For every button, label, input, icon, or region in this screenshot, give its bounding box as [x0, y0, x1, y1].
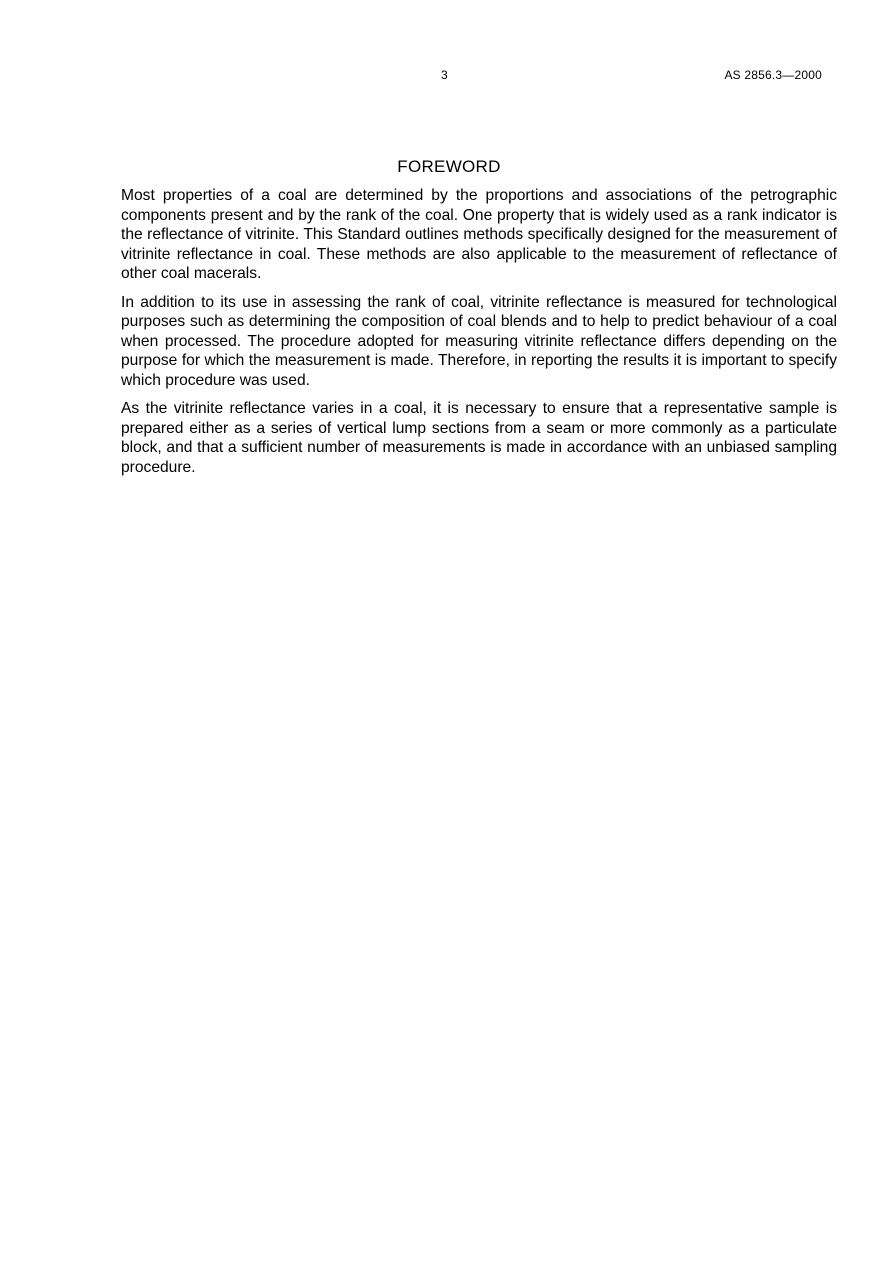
foreword-body — [121, 186, 837, 486]
paragraph-1: Most properties of a coal are determined by the proportions and associations of the petrographic components present and by the rank of the coal. One property that is widely used as a rank indicator is the reflectance of vitrinite. This Standard outlines methods specifically designed for the measurement of vitrinite reflectance in coal. These methods are also applicable to the measurement of reflectance of other coal macerals. — [121, 187, 837, 282]
page-number: 3 — [441, 68, 448, 82]
page-title: FOREWORD — [397, 157, 501, 176]
paragraph-2: In addition to its use in assessing the rank of coal, vitrinite reflectance is measured for technological purposes such as determining the composition of coal blends and to help to predict behaviour of a coal when processed. The procedure adopted for measuring vitrinite reflectance differs depending on the purpose for which the measurement is made. Therefore, in reporting the results it is important to specify which procedure was used. — [121, 293, 837, 389]
paragraph-3: As the vitrinite reflectance varies in a coal, it is necessary to ensure that a representative sample is prepared either as a series of vertical lump sections from a seam or more commonly as a particulate block, and that a sufficient number of measurements is made in accordance with an unbiased sampling procedure. — [121, 400, 837, 476]
document-id: AS 2856.3—2000 — [724, 68, 822, 82]
